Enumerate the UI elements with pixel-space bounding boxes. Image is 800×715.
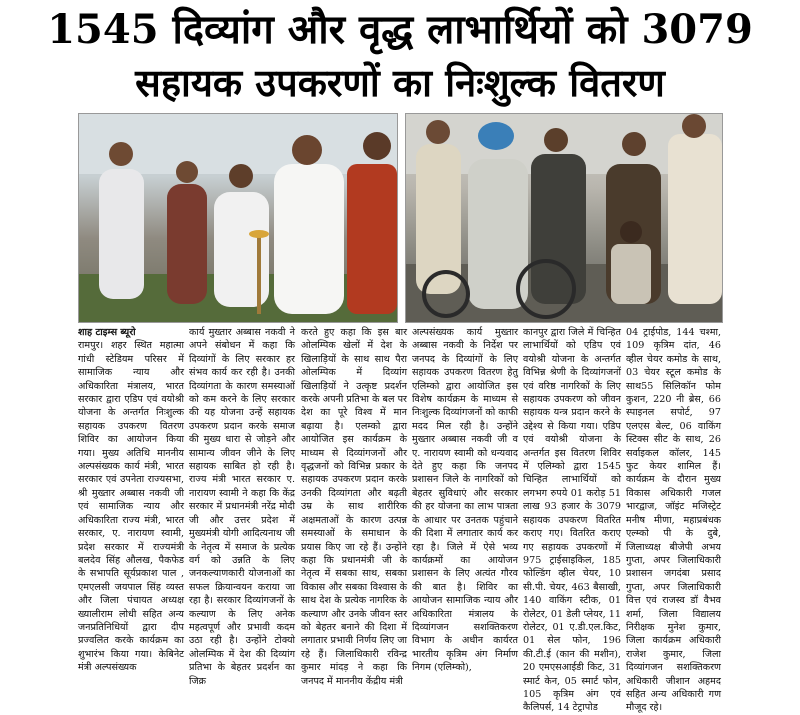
event-photo-aid-distribution-illustration [406, 114, 722, 322]
article-column-3: करते हुए कहा कि इस बार ओलम्पिक खेलों में देश के खिलाड़ियों के साथ साथ पैरा ओलम्पिक में दिव्यांग खिलाड़ियों ने उत्कृष्ट प्रदर्शन करके अपनी प्रतिभा के बल पर देश का पूरे विश्व में मान बढ़ाया है। एलम्को द्वारा आयोजित इस कार्यक्रम के माध्यम से दिव्यांगजनों और वृद्धजनों को विभिन्न प्रकार के सहायक उपकरण प्रदान करके उनकी दिव्यांगता और बढ़ती उम्र के साथ शारीरिक अक्षमताओं के कारण उत्पन्न समस्याओं के समाधान के प्रयास किए जा रहे हैं। उन्होंने कहा कि प्रधानमंत्री जी के नेतृत्व में सबका साथ, सबका विकास और सबका विश्वास के साथ देश के प्रत्येक नागरिक के कल्याण और उनके जीवन स्तर को बेहतर बनाने की दिशा में लगातार प्रभावी निर्णय लिए जा रहे हैं। जिलाधिकारी रविन्द्र कुमार मांदड़ ने कहा कि जनपद में माननीय केंद्रीय मंत्री [301, 327, 407, 687]
event-photo-lamp-lighting-illustration [79, 114, 397, 322]
article-column-1 [78, 326, 184, 674]
article-column-2: कार्य मुख्तार अब्बास नकवी ने अपने संबोधन में कहा कि दिव्यांगों के लिए सरकार हर संभव कार्य कर रही है। उनकी दिव्यांगता के कारण समस्याओं को कम करने के लिए सरकार की यह योजना उन्हें सहायक उपकरण प्रदान करके समाज की मुख्य धारा से जोड़ने और सामान्य जीवन जीने के लिए सहायक साबित हो रही है। राज्य मंत्री भारत सरकार ए. नारायण स्वामी ने कहा कि केंद्र सरकार में प्रधानमंत्री नरेंद्र मोदी जी और उत्तर प्रदेश में मुख्यमंत्री योगी आदित्यनाथ जी के नेतृत्व में समाज के प्रत्येक वर्ग को उन्नति के लिए जनकल्याणकारी योजनाओं का सफल क्रियान्वयन कराया जा रहा है। सरकार दिव्यांगजनों के कल्याण के लिए अनेक महत्वपूर्ण और प्रभावी कदम उठा रही है। उन्होंने टोक्यो ओलम्पिक में देश की दिव्यांग प्रतिभा के बेहतर प्रदर्शन का जिक्र [189, 327, 295, 687]
article-column-5: कानपुर द्वारा जिले में चिन्हित लाभार्थियों को एडिप एवं वयोश्री योजना के अन्तर्गत विभिन्न श्रेणी के दिव्यांगजनों एवं वरिष्ठ नागरिकों के लिए सहायक उपकरण को जीवन सहायक यन्त्र प्रदान करने के उद्देश्य से किया गया। एडिप एवं वयोश्री योजना के अन्तर्गत इस वितरण शिविर में एलिम्को द्वारा 1545 चिन्हित लाभार्थियों को लगभग रुपये 01 करोड़ 51 लाख 93 हजार के 3079 सहायक उपकरण वितरित कराए गए। वितरित कराए गए सहायक उपकरणों में 975 ट्राईसाइकिल, 185 फोल्डिंग व्हील चेयर, 10 सी.पी. चेयर, 463 बैसाखी, 140 वाकिंग स्टीक, 01 रोलेटर, 01 डेली प्लेयर, 11 रोलेटर, 01 ए.डी.एल.किट, 01 सेल फोन, 196 की.टी.ई (कान की मशीन), 20 एमएसआईडी किट, 31 स्मार्ट केन, 05 स्मार्ट फोन, 105 कृत्रिम अंग एवं कैलिपर्स, 14 टेट्रापोड [523, 327, 621, 714]
headline-line-1: 1545 दिव्यांग और वृद्ध लाभार्थियों को 3079 [47, 6, 753, 53]
article-column-6: 04 ट्राईपोड, 144 चश्मा, 109 कृत्रिम दांत, 46 व्हील चेयर कमोड के साथ, 03 चेयर स्टूल कमोड के साथ55 सिलिकॉन फोम कुशन, 220 नी ब्रेस, 66 स्पाइनल सपोर्ट, 97 एलएस बेल्ट, 06 वाकिंग स्टिक्स सीट के साथ, 26 सर्वाइकल कॉलर, 145 फुट केयर शामिल हैं। कार्यक्रम के दौरान मुख्य विकास अधिकारी गजल भारद्वाज, जॉइंट मजिस्ट्रेट मनीष मीणा, महाप्रबंधक एल्म्को पी के दुबे, जिलाध्यक्ष बीजेपी अभय गुप्ता, अपर जिलाधिकारी प्रशासन जगदंबा प्रसाद गुप्ता, अपर जिलाधिकारी वित्त एवं राजस्व डॉ वैभव शर्मा, जिला विद्यालय निरीक्षक मुनेश कुमार, जिला कार्यक्रम अधिकारी राजेश कुमार, जिला दिव्यांगजन सशक्तिकरण अधिकारी जीशान अहमद सहित अन्य अधिकारी गण मौजूद रहे। [626, 327, 721, 714]
event-photo-aid-distribution [405, 113, 723, 323]
article-column-1-text: रामपुर। शहर स्थित महात्मा गांधी स्टेडियम परिसर में सामाजिक न्याय और अधिकारिता मंत्रालय, भारत सरकार द्वारा एडिप एवं वयोश्री योजना के अन्तर्गत निःशुल्क सहायक उपकरण वितरण शिविर का आयोजन किया गया। मुख्य अतिथि माननीय अल्पसंख्यक कार्य मंत्री, भारत सरकार एवं उपनेता राज्यसभा, श्री मुख्तार अब्बास नकवी जी एवं सामाजिक न्याय और अधिकारिता राज्य मंत्री, भारत सरकार, ए. नारायण स्वामी, प्रदेश सरकार में राज्यमंत्री बलदेव सिंह औलख, पैकफेड के सभापति सूर्यप्रकाश पाल , एमएलसी जयपाल सिंह व्यस्त और जिला पंचायत अध्यक्ष ख्यालीराम लोधी सहित अन्य जनप्रतिनिधियों द्वारा दीप प्रज्वलित करके कार्यक्रम का शुभारंभ किया गया। केबिनेट मंत्री अल्पसंख्यक [78, 340, 184, 674]
headline-line-2: सहायक उपकरणों का निःशुल्क वितरण [135, 60, 665, 105]
byline: शाह टाइम्स ब्यूरो [78, 327, 136, 338]
article-column-4: अल्पसंख्यक कार्य मुख्तार अब्बास नकवी के निर्देश पर जनपद के दिव्यांगों के लिए सहायक उपकरण वितरण हेतु एलिम्को द्वारा आयोजित इस विशेष कार्यक्रम के माध्यम से निःशुल्क दिव्यांगजनों को काफी मदद मिल रही है। उन्होंने मुख्तार अब्बास नकवी जी व ए. नारायण स्वामी को धन्यवाद देते हुए कहा कि जनपद प्रशासन जिले के नागरिकों को बेहतर सुविधाएं और सरकार की हर योजना का लाभ पात्रता के आधार पर उनतक पहुंचाने की दिशा में लगातार कार्य कर रहा है। जिले में ऐसे भव्य कार्यक्रमों का आयोजन प्रशासन के लिए अत्यंत गौरव की बात है। शिविर का आयोजन सामाजिक न्याय और अधिकारिता मंत्रालय के दिव्यांगजन सशक्तिकरण विभाग के अधीन कार्यरत भारतीय कृत्रिम अंग निर्माण निगम (एलिम्को), [412, 327, 518, 674]
event-photo-lamp-lighting [78, 113, 398, 323]
